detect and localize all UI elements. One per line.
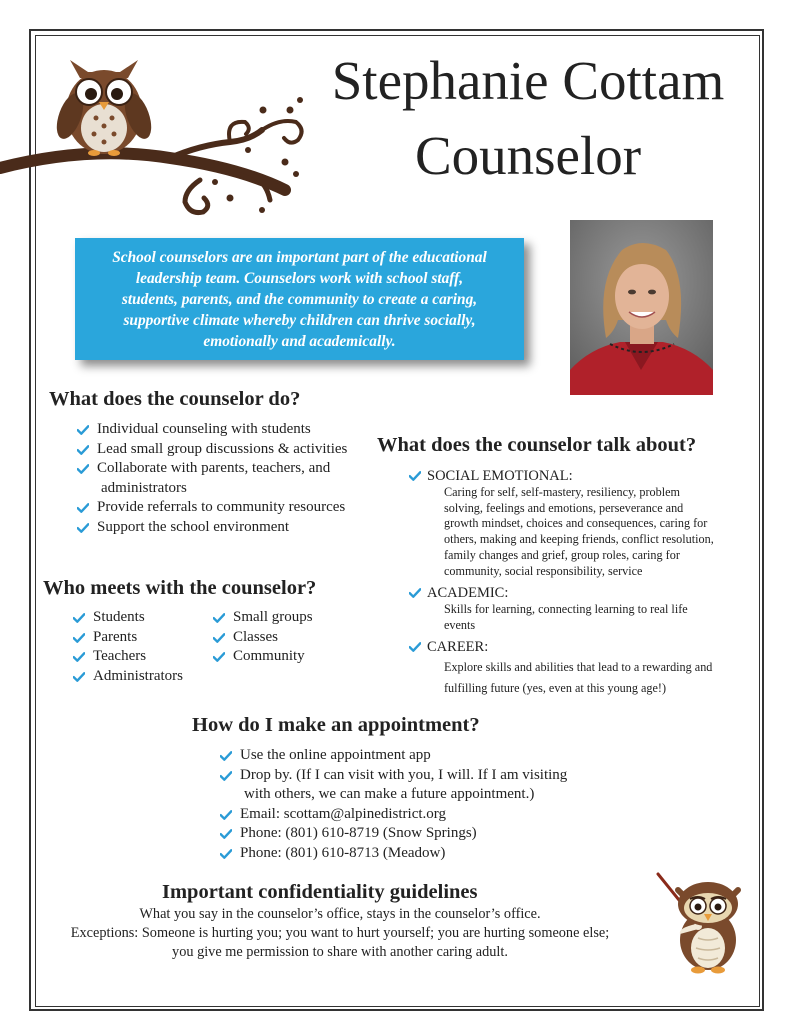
checkmark-icon (77, 503, 89, 513)
list-item (220, 805, 567, 825)
list-item: Students (73, 608, 183, 628)
intro-line: students, parents, and the community to create a caring, (121, 290, 478, 308)
checkmark-icon (213, 613, 225, 623)
owl-with-pointer-icon (638, 868, 750, 980)
section-heading-talk-about: What does the counselor talk about? (377, 434, 697, 456)
counselor-photo (570, 220, 713, 395)
checkmark-icon (77, 464, 89, 474)
intro-line: emotionally and academically. (203, 332, 396, 350)
topic-social-emotional: SOCIAL EMOTIONAL: Caring for self, self-mastery, resiliency, problem solving, feelings and emotions, perseverance and growth mindset, choices and consequences, caring for others, making and keeping friends, conflict resolution, family changes and grief, group roles, caring for community, social responsibility, service (409, 467, 714, 579)
phone-text: Phone: (801) 610-8713 (Meadow) (240, 844, 446, 861)
checkmark-icon (220, 829, 232, 839)
checkmark-icon (213, 633, 225, 643)
intro-line: supportive climate whereby children can thrive socially, (123, 311, 476, 329)
intro-box (75, 238, 524, 360)
confidentiality-text: What you say in the counselor’s office, stays in the counselor’s office. Exceptions: Someone is hurting you; you want to hurt yourself; you are hurting someone else; you give me permission to share with another caring adult. (70, 906, 610, 960)
checkmark-icon (77, 425, 89, 435)
owl-on-branch-icon (0, 50, 320, 225)
topic-title: ACADEMIC: (427, 585, 509, 601)
counselor-name: Stephanie Cottam (331, 50, 725, 111)
phone-text: Phone: (801) 610-8719 (Snow Springs) (240, 825, 477, 841)
list-item: Parents (73, 628, 183, 648)
topic-academic: ACADEMIC: Skills for learning, connecting learning to real life events (409, 584, 688, 633)
who-meets-list-col2 (213, 608, 313, 667)
list-item (220, 824, 567, 844)
intro-line: leadership team. Counselors work with school staff, (135, 269, 464, 287)
section-heading-who-meets: Who meets with the counselor? (43, 577, 317, 599)
list-item: Classes (213, 628, 313, 648)
checkmark-icon (409, 588, 421, 598)
list-item (220, 844, 567, 864)
counselor-role: Counselor (414, 125, 642, 186)
list-item: Individual counseling with students (77, 420, 347, 440)
list-item: Small groups (213, 608, 313, 628)
list-item: Provide referrals to community resources (77, 498, 347, 518)
checkmark-icon (220, 849, 232, 859)
checkmark-icon (409, 471, 421, 481)
who-meets-list-col1 (73, 608, 183, 686)
checkmark-icon (77, 445, 89, 455)
list-item: Drop by. (If I can visit with you, I will. If I am visiting with others, we can make a future appointment.) (220, 766, 567, 805)
what-do-list (77, 420, 347, 537)
section-heading-what-do: What does the counselor do? (49, 388, 301, 410)
checkmark-icon (73, 613, 85, 623)
section-heading-confidentiality: Important confidentiality guidelines (162, 881, 478, 903)
checkmark-icon (220, 810, 232, 820)
list-item: Administrators (73, 667, 183, 687)
checkmark-icon (213, 652, 225, 662)
list-item: Community (213, 647, 313, 667)
intro-line: School counselors are an important part of the educational (112, 248, 487, 266)
list-item: Collaborate with parents, teachers, and administrators (77, 459, 347, 498)
checkmark-icon (73, 633, 85, 643)
list-item: Support the school environment (77, 518, 347, 538)
list-item: Use the online appointment app (220, 746, 567, 766)
checkmark-icon (409, 642, 421, 652)
appointment-list (220, 746, 567, 863)
list-item: Lead small group discussions & activities (77, 440, 347, 460)
list-item: Teachers (73, 647, 183, 667)
email-text: Email: scottam@alpinedistrict.org (240, 805, 446, 822)
checkmark-icon (220, 751, 232, 761)
topic-title: CAREER: (427, 639, 489, 655)
topic-career: CAREER: Explore skills and abilities that lead to a rewarding and fulfilling future (yes, even at this young age!) (409, 638, 712, 699)
checkmark-icon (73, 672, 85, 682)
checkmark-icon (220, 771, 232, 781)
checkmark-icon (73, 652, 85, 662)
checkmark-icon (77, 523, 89, 533)
topic-title: SOCIAL EMOTIONAL: (427, 468, 573, 484)
section-heading-appointment: How do I make an appointment? (192, 714, 480, 736)
